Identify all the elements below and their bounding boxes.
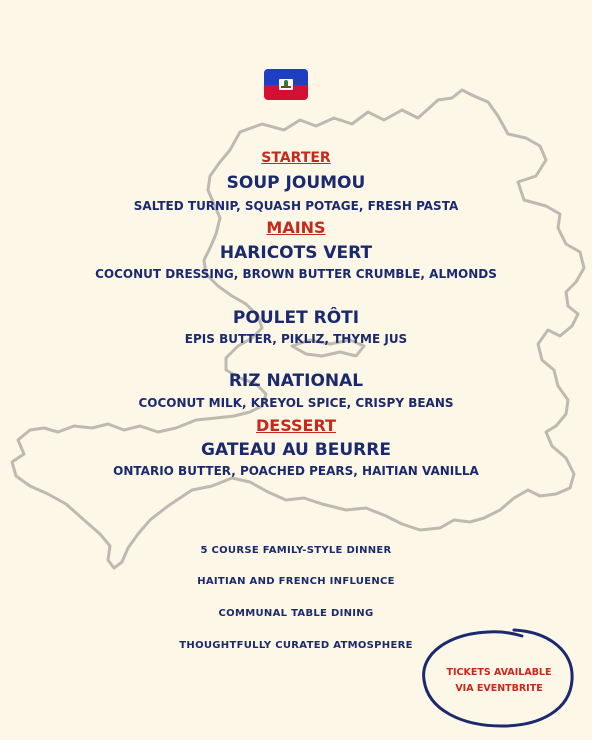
dish-description: SALTED TURNIP, SQUASH POTAGE, FRESH PASTA [133,199,459,213]
dish-description: EPIS BUTTER, PIKLIZ, THYME JUS [184,332,408,346]
dish-name: RIZ NATIONAL [228,371,364,391]
dish-name: SOUP JOUMOU [226,173,366,193]
section-heading-mains: MAINS [266,218,326,237]
dish-name: POULET RÔTI [232,308,360,328]
dish-name: GATEAU AU BEURRE [201,440,391,460]
dish-description: COCONUT DRESSING, BROWN BUTTER CRUMBLE, ALMONDS [95,267,497,281]
dish-description: COCONUT MILK, KREYOL SPICE, CRISPY BEANS [138,396,454,410]
section-heading-starter: STARTER [261,150,331,166]
tickets-line: VIA EVENTBRITE [455,683,543,694]
feature-item: THOUGHTFULLY CURATED ATMOSPHERE [179,640,413,651]
dish-description: ONTARIO BUTTER, POACHED PEARS, HAITIAN VANILLA [113,464,479,478]
ticket-circle [418,626,578,730]
dish-name: HARICOTS VERT [219,243,373,263]
feature-item: 5 COURSE FAMILY-STYLE DINNER [200,545,392,556]
feature-item: HAITIAN AND FRENCH INFLUENCE [197,576,395,587]
section-heading-dessert: DESSERT [256,416,336,435]
tickets-line: TICKETS AVAILABLE [446,667,552,678]
haiti-flag-icon [264,69,308,100]
feature-item: COMMUNAL TABLE DINING [218,608,374,619]
